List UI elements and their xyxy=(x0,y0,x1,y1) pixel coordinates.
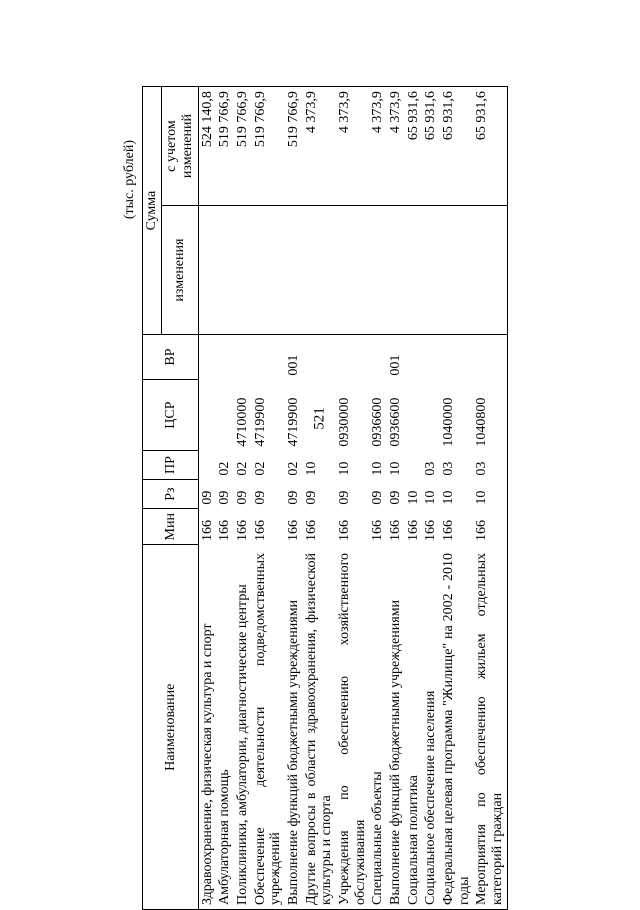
row-vr xyxy=(405,335,423,380)
row-rz: 09 xyxy=(235,490,251,505)
row-changes xyxy=(285,206,303,335)
row-total: 4 373,9 xyxy=(387,87,405,206)
row-pr: 02 xyxy=(217,461,233,476)
table-row xyxy=(198,87,216,910)
units-note: (тыс. рублей) xyxy=(122,140,137,220)
row-name: Другие вопросы в области здравоохранения, физической культуры и спорта xyxy=(303,545,336,910)
row-total: 65 931,6 xyxy=(422,87,440,206)
row-csr: 0936600 xyxy=(370,397,386,447)
row-vr: 001 xyxy=(286,354,302,376)
row-min: 166 xyxy=(235,520,251,541)
row-csr xyxy=(422,380,440,451)
row-name: Мероприятия по обеспечению жильем отдельных категорий граждан xyxy=(473,545,507,910)
row-name: Обеспечение деятельности подведомственных учреждений xyxy=(252,545,285,910)
row-rz: 10 xyxy=(473,480,507,509)
row-total: 4 373,9 xyxy=(336,87,369,206)
row-rz: 09 xyxy=(217,490,233,505)
row-changes xyxy=(252,206,285,335)
row-min: 166 xyxy=(388,520,404,541)
row-min: 166 xyxy=(199,520,215,541)
row-min: 166 xyxy=(337,520,353,541)
row-min: 166 xyxy=(405,520,421,541)
row-vr xyxy=(336,335,369,380)
row-name: Поликлиники, амбулатории, диагностические центры xyxy=(234,545,252,910)
row-vr xyxy=(422,335,440,380)
row-csr: 4719900 xyxy=(286,397,302,447)
row-rz: 09 xyxy=(370,490,386,505)
row-csr: 0930000 xyxy=(337,397,353,447)
row-min: 166 xyxy=(217,520,233,541)
table-row xyxy=(369,87,387,910)
row-pr: 10 xyxy=(388,461,404,476)
row-name: Федеральная целевая программа "Жилище" на 2002 - 2010 годы xyxy=(440,545,473,910)
row-min: 166 xyxy=(286,520,302,541)
row-total: 4 373,9 xyxy=(303,87,336,206)
row-csr: 1040800 xyxy=(473,380,507,451)
row-vr xyxy=(440,335,473,380)
row-min: 166 xyxy=(370,520,386,541)
row-rz: 09 xyxy=(388,490,404,505)
row-pr: 02 xyxy=(286,461,302,476)
row-changes xyxy=(216,206,234,335)
page-number: 521 xyxy=(311,407,328,430)
row-total: 524 140,8 xyxy=(198,87,216,206)
row-pr: 03 xyxy=(423,461,439,476)
table-row xyxy=(303,87,336,910)
row-vr xyxy=(303,335,336,380)
row-vr xyxy=(473,335,507,380)
header-csr: ЦСР xyxy=(143,380,199,451)
row-csr xyxy=(216,380,234,451)
row-total: 65 931,6 xyxy=(405,87,423,206)
table-row xyxy=(387,87,405,910)
row-csr: 1040000 xyxy=(441,397,457,447)
row-changes xyxy=(440,206,473,335)
header-changes: изменения xyxy=(161,206,198,335)
table-row xyxy=(216,87,234,910)
table-body xyxy=(198,87,507,910)
row-rz: 09 xyxy=(252,490,268,505)
row-total: 65 931,6 xyxy=(440,87,473,206)
row-name: Выполнение функций бюджетными учреждениями xyxy=(387,545,405,910)
row-vr xyxy=(369,335,387,380)
header-min: Мин xyxy=(143,509,199,545)
row-changes xyxy=(387,206,405,335)
row-total: 519 766,9 xyxy=(285,87,303,206)
header-sum: Сумма xyxy=(143,87,162,335)
row-changes xyxy=(198,206,216,335)
row-pr: 10 xyxy=(370,461,386,476)
table-row xyxy=(440,87,473,910)
table-row xyxy=(252,87,285,910)
row-changes xyxy=(405,206,423,335)
row-total: 4 373,9 xyxy=(369,87,387,206)
table-row xyxy=(405,87,423,910)
row-pr: 02 xyxy=(235,461,251,476)
row-name: Социальная политика xyxy=(405,545,423,910)
header-vr: ВР xyxy=(143,335,199,380)
row-changes xyxy=(336,206,369,335)
table-row xyxy=(473,87,507,910)
budget-table xyxy=(142,86,508,910)
table-row xyxy=(234,87,252,910)
row-vr xyxy=(198,335,216,380)
row-rz: 10 xyxy=(441,490,457,505)
row-min: 166 xyxy=(473,509,507,545)
row-pr: 02 xyxy=(252,461,268,476)
row-name: Учреждения по обеспечению хозяйственного обслуживания xyxy=(336,545,369,910)
row-rz: 09 xyxy=(303,490,319,505)
row-pr xyxy=(198,451,216,480)
rotated-page-content xyxy=(122,10,640,910)
table-row xyxy=(336,87,369,910)
row-pr: 03 xyxy=(441,461,457,476)
row-csr xyxy=(198,380,216,451)
header-with-changes: с учетом изменений xyxy=(161,87,198,206)
row-pr: 10 xyxy=(337,461,353,476)
row-rz: 10 xyxy=(405,490,421,505)
row-pr: 03 xyxy=(473,451,507,480)
row-name: Амбулаторная помощь xyxy=(216,545,234,910)
row-pr xyxy=(405,451,423,480)
row-min: 166 xyxy=(252,520,268,541)
row-rz: 09 xyxy=(337,490,353,505)
header-name: Наименование xyxy=(143,545,199,910)
row-changes xyxy=(303,206,336,335)
row-total: 519 766,9 xyxy=(216,87,234,206)
row-csr xyxy=(405,380,423,451)
row-min: 166 xyxy=(441,520,457,541)
table-row xyxy=(422,87,440,910)
row-pr: 10 xyxy=(303,461,319,476)
row-total: 519 766,9 xyxy=(252,87,285,206)
row-name: Социальное обеспечение населения xyxy=(422,545,440,910)
row-min: 166 xyxy=(423,520,439,541)
row-csr: 0936600 xyxy=(388,397,404,447)
row-name: Специальные объекты xyxy=(369,545,387,910)
row-min: 166 xyxy=(303,520,319,541)
row-rz: 10 xyxy=(423,490,439,505)
row-vr xyxy=(216,335,234,380)
row-changes xyxy=(369,206,387,335)
table-row xyxy=(285,87,303,910)
row-vr xyxy=(234,335,252,380)
row-rz: 09 xyxy=(286,490,302,505)
header-pr: ПР xyxy=(143,451,199,480)
row-total: 519 766,9 xyxy=(234,87,252,206)
row-name: Здравоохранение, физическая культура и спорт xyxy=(198,545,216,910)
row-changes xyxy=(234,206,252,335)
row-vr xyxy=(252,335,285,380)
row-name: Выполнение функций бюджетными учреждениями xyxy=(285,545,303,910)
header-rz: Рз xyxy=(143,480,199,509)
row-changes xyxy=(422,206,440,335)
row-csr: 4719900 xyxy=(252,397,268,447)
row-csr: 4710000 xyxy=(235,397,251,447)
row-rz: 09 xyxy=(199,490,215,505)
row-csr xyxy=(303,380,336,451)
row-vr: 001 xyxy=(388,354,404,376)
row-total: 65 931,6 xyxy=(473,87,507,206)
row-changes xyxy=(473,206,507,335)
